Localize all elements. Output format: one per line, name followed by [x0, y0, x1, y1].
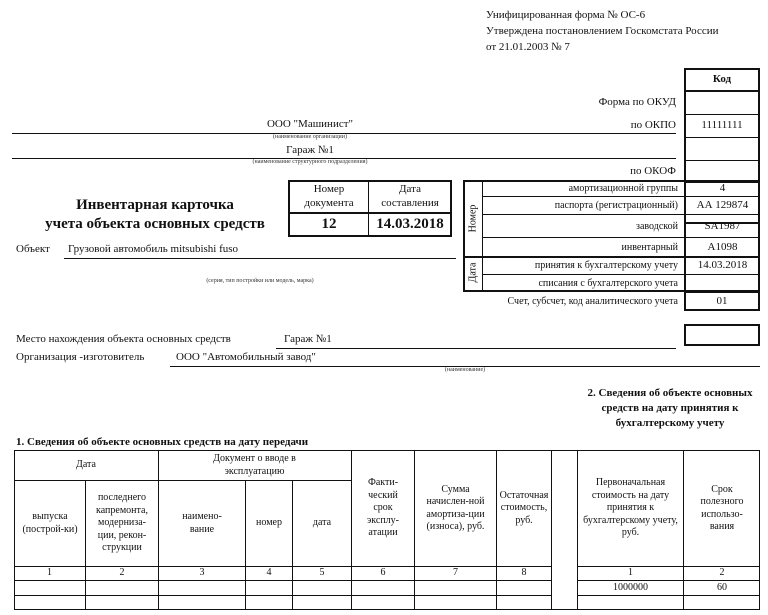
date-group-label: Дата — [467, 262, 479, 283]
organization-caption: (наименование организации) — [273, 134, 347, 140]
card-title-line2: учета объекта основных средств — [45, 216, 265, 232]
account-value: 01 — [716, 295, 728, 307]
form-reference-line1: Унифицированная форма № ОС-6 — [486, 9, 646, 21]
factory-number-label: заводской — [636, 221, 678, 232]
form-reference-line3: от 21.01.2003 № 7 — [486, 41, 570, 53]
manufacturer-caption: (наименование) — [444, 367, 486, 373]
object-label: Объект — [16, 243, 50, 255]
manufacturer-label: Организация -изготовитель — [16, 351, 145, 363]
division-caption: (наименование структурного подразделения) — [252, 159, 368, 165]
depreciation-header: Сумма начислен-ной амортиза-ции (износа), руб. — [426, 483, 485, 532]
location-code-box — [684, 324, 760, 346]
object-caption: (серия, тип постройки или модель, марка) — [206, 278, 314, 284]
acceptance-date-value: 14.03.2018 — [697, 259, 748, 271]
manufacturer-value: ООО "Автомобильный завод" — [176, 351, 316, 363]
inventory-number-value: А1098 — [707, 241, 738, 253]
col-number: 7 — [453, 567, 458, 579]
amortization-group-label: амортизационной группы — [568, 183, 678, 194]
object-value: Грузовой автомобиль mitsubishi fuso — [68, 243, 239, 255]
factory-number-value: SA1987 — [704, 220, 741, 232]
col-number: 6 — [380, 567, 386, 579]
col-number: 3 — [199, 567, 205, 579]
codes-title: Код — [712, 73, 732, 85]
doc-date-value: 14.03.2018 — [376, 216, 444, 233]
organization-name: ООО "Машинист" — [266, 118, 354, 130]
location-label: Место нахождения объекта основных средств — [16, 333, 231, 345]
card-title-line1: Инвентарная карточка — [76, 197, 234, 213]
okpo-label: по ОКПО — [630, 119, 676, 131]
initial-cost-header: Первоначальная стоимость на дату принятия к бухгалтерскому учету, руб. — [583, 477, 678, 539]
form-reference-line2: Утверждена постановлением Госкомстата России — [486, 25, 719, 37]
useful-life-header: Срок полезного использо-вания — [700, 483, 744, 532]
amortization-group-value: 4 — [719, 182, 726, 194]
okof-label: по ОКОФ — [630, 165, 676, 177]
col-number: 1 — [628, 567, 633, 579]
col-number: 4 — [266, 567, 272, 579]
section1-title: 1. Сведения об объекте основных средств на дату передачи — [16, 436, 309, 448]
division-name: Гараж №1 — [286, 144, 334, 156]
date-group-header: Дата — [76, 459, 96, 471]
write-off-date-label: списания с бухгалтерского учета — [538, 278, 678, 289]
inventory-number-label: инвентарный — [621, 242, 678, 253]
col-number: 2 — [119, 567, 125, 579]
useful-life-value: 60 — [717, 581, 727, 593]
col-number: 2 — [719, 567, 725, 579]
initial-cost-value: 1000000 — [613, 581, 648, 593]
okud-label: Форма по ОКУД — [598, 96, 676, 108]
col-number: 5 — [319, 567, 325, 579]
number-group-label: Номер — [467, 204, 479, 233]
overhaul-header: последнего капремонта, модернизa-ции, рекон-струкции — [96, 492, 148, 554]
col-number: 1 — [47, 567, 52, 579]
account-label: Счет, субсчет, код аналитического учета — [507, 296, 678, 307]
doc-name-header: наимено-вание — [182, 511, 222, 535]
residual-header: Остаточная стоимость, руб. — [499, 489, 549, 526]
release-header: выпуска (построй-ки) — [22, 511, 78, 535]
passport-label: паспорта (регистрационный) — [554, 200, 678, 211]
doc-number-value: 12 — [321, 216, 337, 233]
doc-date-col-header: дата — [312, 517, 332, 529]
col-number: 8 — [521, 567, 527, 579]
actual-term-header: Факти-ческий срок эксплу-атации — [366, 477, 399, 539]
location-value: Гараж №1 — [284, 333, 332, 345]
doc-date-header: Дата составления — [381, 182, 439, 209]
doc-number-header: Номер документа — [304, 182, 354, 209]
section2-title: 2. Сведения об объекте основных средств на дату принятия к бухгалтерскому учету — [587, 387, 753, 429]
okpo-value: 11111111 — [701, 119, 743, 131]
doc-group-header: Документ о вводе в эксплуатацию — [213, 453, 296, 477]
acceptance-date-label: принятия к бухгалтерскому учету — [534, 260, 678, 271]
doc-number-col-header: номер — [256, 517, 282, 529]
passport-value: АА 129874 — [696, 199, 749, 211]
